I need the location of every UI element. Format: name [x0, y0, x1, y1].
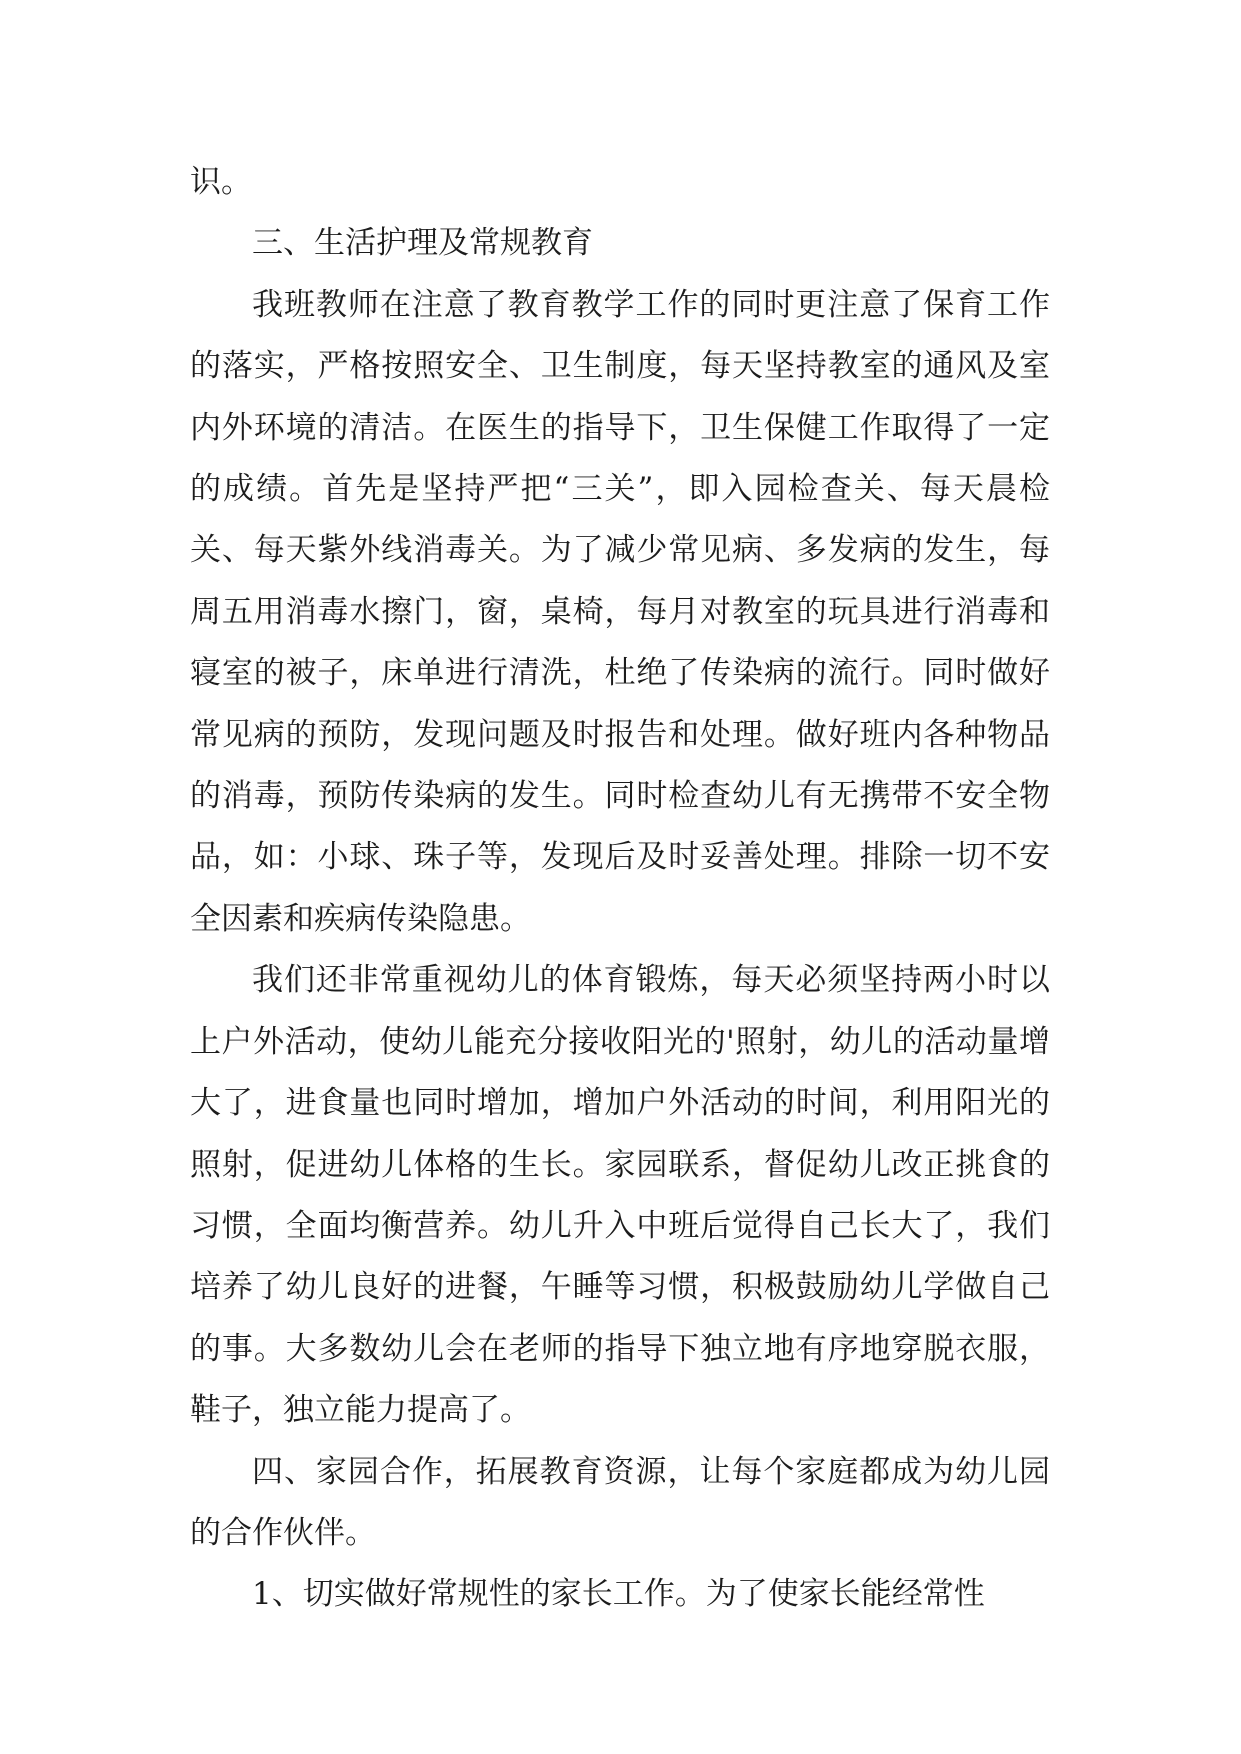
document-body	[190, 152, 1050, 1626]
section-heading-4: 四、家园合作，拓展教育资源，让每个家庭都成为幼儿园的合作伙伴。	[190, 1453, 1050, 1551]
paragraph-continued: 识。	[190, 164, 252, 200]
paragraph-hygiene: 我班教师在注意了教育教学工作的同时更注意了保育工作的落实，严格按照安全、卫生制度，每天坚持教室的通风及室内外环境的清洁。在医生的指导下，卫生保健工作取得了一定的成绩。首先是坚持严把“三关”，即入园检查关、每天晨检关、每天紫外线消毒关。为了减少常见病、多发病的发生，每周五用消毒水擦门，窗，桌椅，每月对教室的玩具进行消毒和寝室的被子，床单进行清洗，杜绝了传染病的流行。同时做好常见病的预防，发现问题及时报告和处理。做好班内各种物品的消毒，预防传染病的发生。同时检查幼儿有无携带不安全物品，如：小球、珠子等，发现后及时妥善处理。排除一切不安全因素和疾病传染隐患。	[190, 286, 1050, 937]
paragraph-item-1: 1、切实做好常规性的家长工作。为了使家长能经常性	[252, 1576, 985, 1613]
paragraph-exercise: 我们还非常重视幼儿的体育锻炼，每天必须坚持两小时以上户外活动，使幼儿能充分接收阳光的'照射，幼儿的活动量增大了，进食量也同时增加，增加户外活动的时间，利用阳光的照射，促进幼儿体格的生长。家园联系，督促幼儿改正挑食的习惯，全面均衡营养。幼儿升入中班后觉得自己长大了，我们培养了幼儿良好的进餐，午睡等习惯，积极鼓励幼儿学做自己的事。大多数幼儿会在老师的指导下独立地有序地穿脱衣服，鞋子，独立能力提高了。	[190, 962, 1050, 1429]
section-heading-3: 三、生活护理及常规教育	[252, 225, 593, 262]
